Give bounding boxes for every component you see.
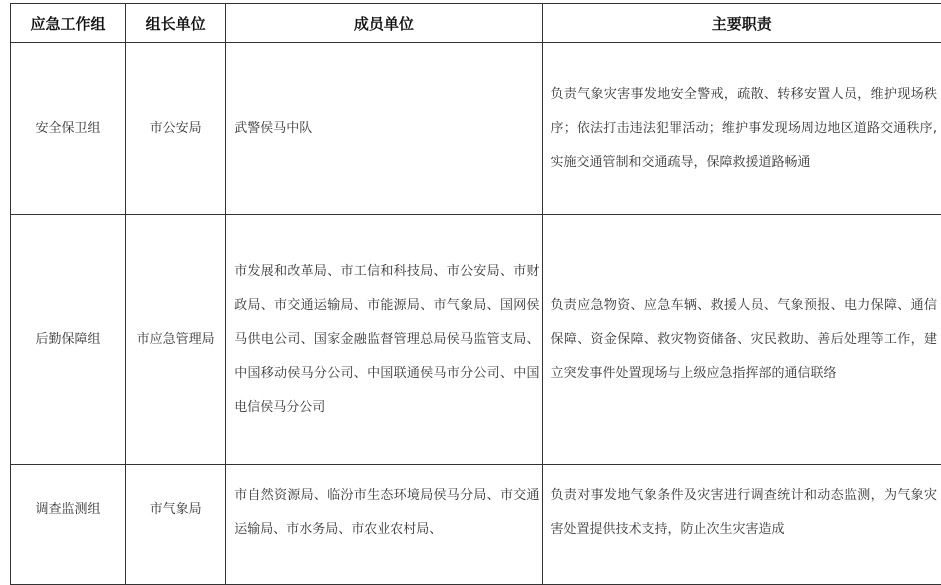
- table-row: [11, 465, 941, 585]
- members-cell: 市发展和改革局、市工信和科技局、市公安局、市财政局、市交通运输局、市能源局、市气象局、国网侯马供电公司、国家金融监督管理总局侯马监管支局、中国移动侯马分公司、中国联通侯马市分公司、中国电信侯马分公司: [226, 215, 542, 465]
- header-leader: 组长单位: [126, 4, 226, 43]
- group-cell: 调查监测组: [11, 465, 126, 585]
- header-duty: 主要职责: [542, 4, 941, 43]
- leader-cell: 市公安局: [126, 43, 226, 215]
- duty-cell: [542, 465, 941, 585]
- header-members: 成员单位: [226, 4, 542, 43]
- table-row: [11, 215, 941, 465]
- duty-cell: 负责气象灾害事发地安全警戒，疏散、转移安置人员，维护现场秩序；依法打击违法犯罪活动；维护事发现场周边地区道路交通秩序,实施交通管制和交通疏导，保障救援道路畅通: [542, 43, 941, 215]
- leader-cell: 市应急管理局: [126, 215, 226, 465]
- group-cell: 后勤保障组: [11, 215, 126, 465]
- leader-cell: 市气象局: [126, 465, 226, 585]
- emergency-groups-table: [10, 3, 941, 585]
- table-header-row: [11, 4, 941, 43]
- duty-cell: 负责应急物资、应急车辆、救援人员、气象预报、电力保障、通信保障、资金保障、救灾物资储备、灾民救助、善后处理等工作，建立突发事件处置现场与上级应急指挥部的通信联络: [542, 215, 941, 465]
- members-cell: 武警侯马中队: [226, 43, 542, 215]
- header-group: 应急工作组: [11, 4, 126, 43]
- group-cell: 安全保卫组: [11, 43, 126, 215]
- table-row: [11, 43, 941, 215]
- duty-text: 负责对事发地气象条件及灾害进行调查统计和动态监测，为气象灾害处置提供技术支持，防止次生灾害造成: [551, 465, 937, 547]
- members-text: 市自然资源局、临汾市生态环境局侯马分局、市交通运输局、市水务局、市农业农村局、: [234, 465, 539, 547]
- members-cell: [226, 465, 542, 585]
